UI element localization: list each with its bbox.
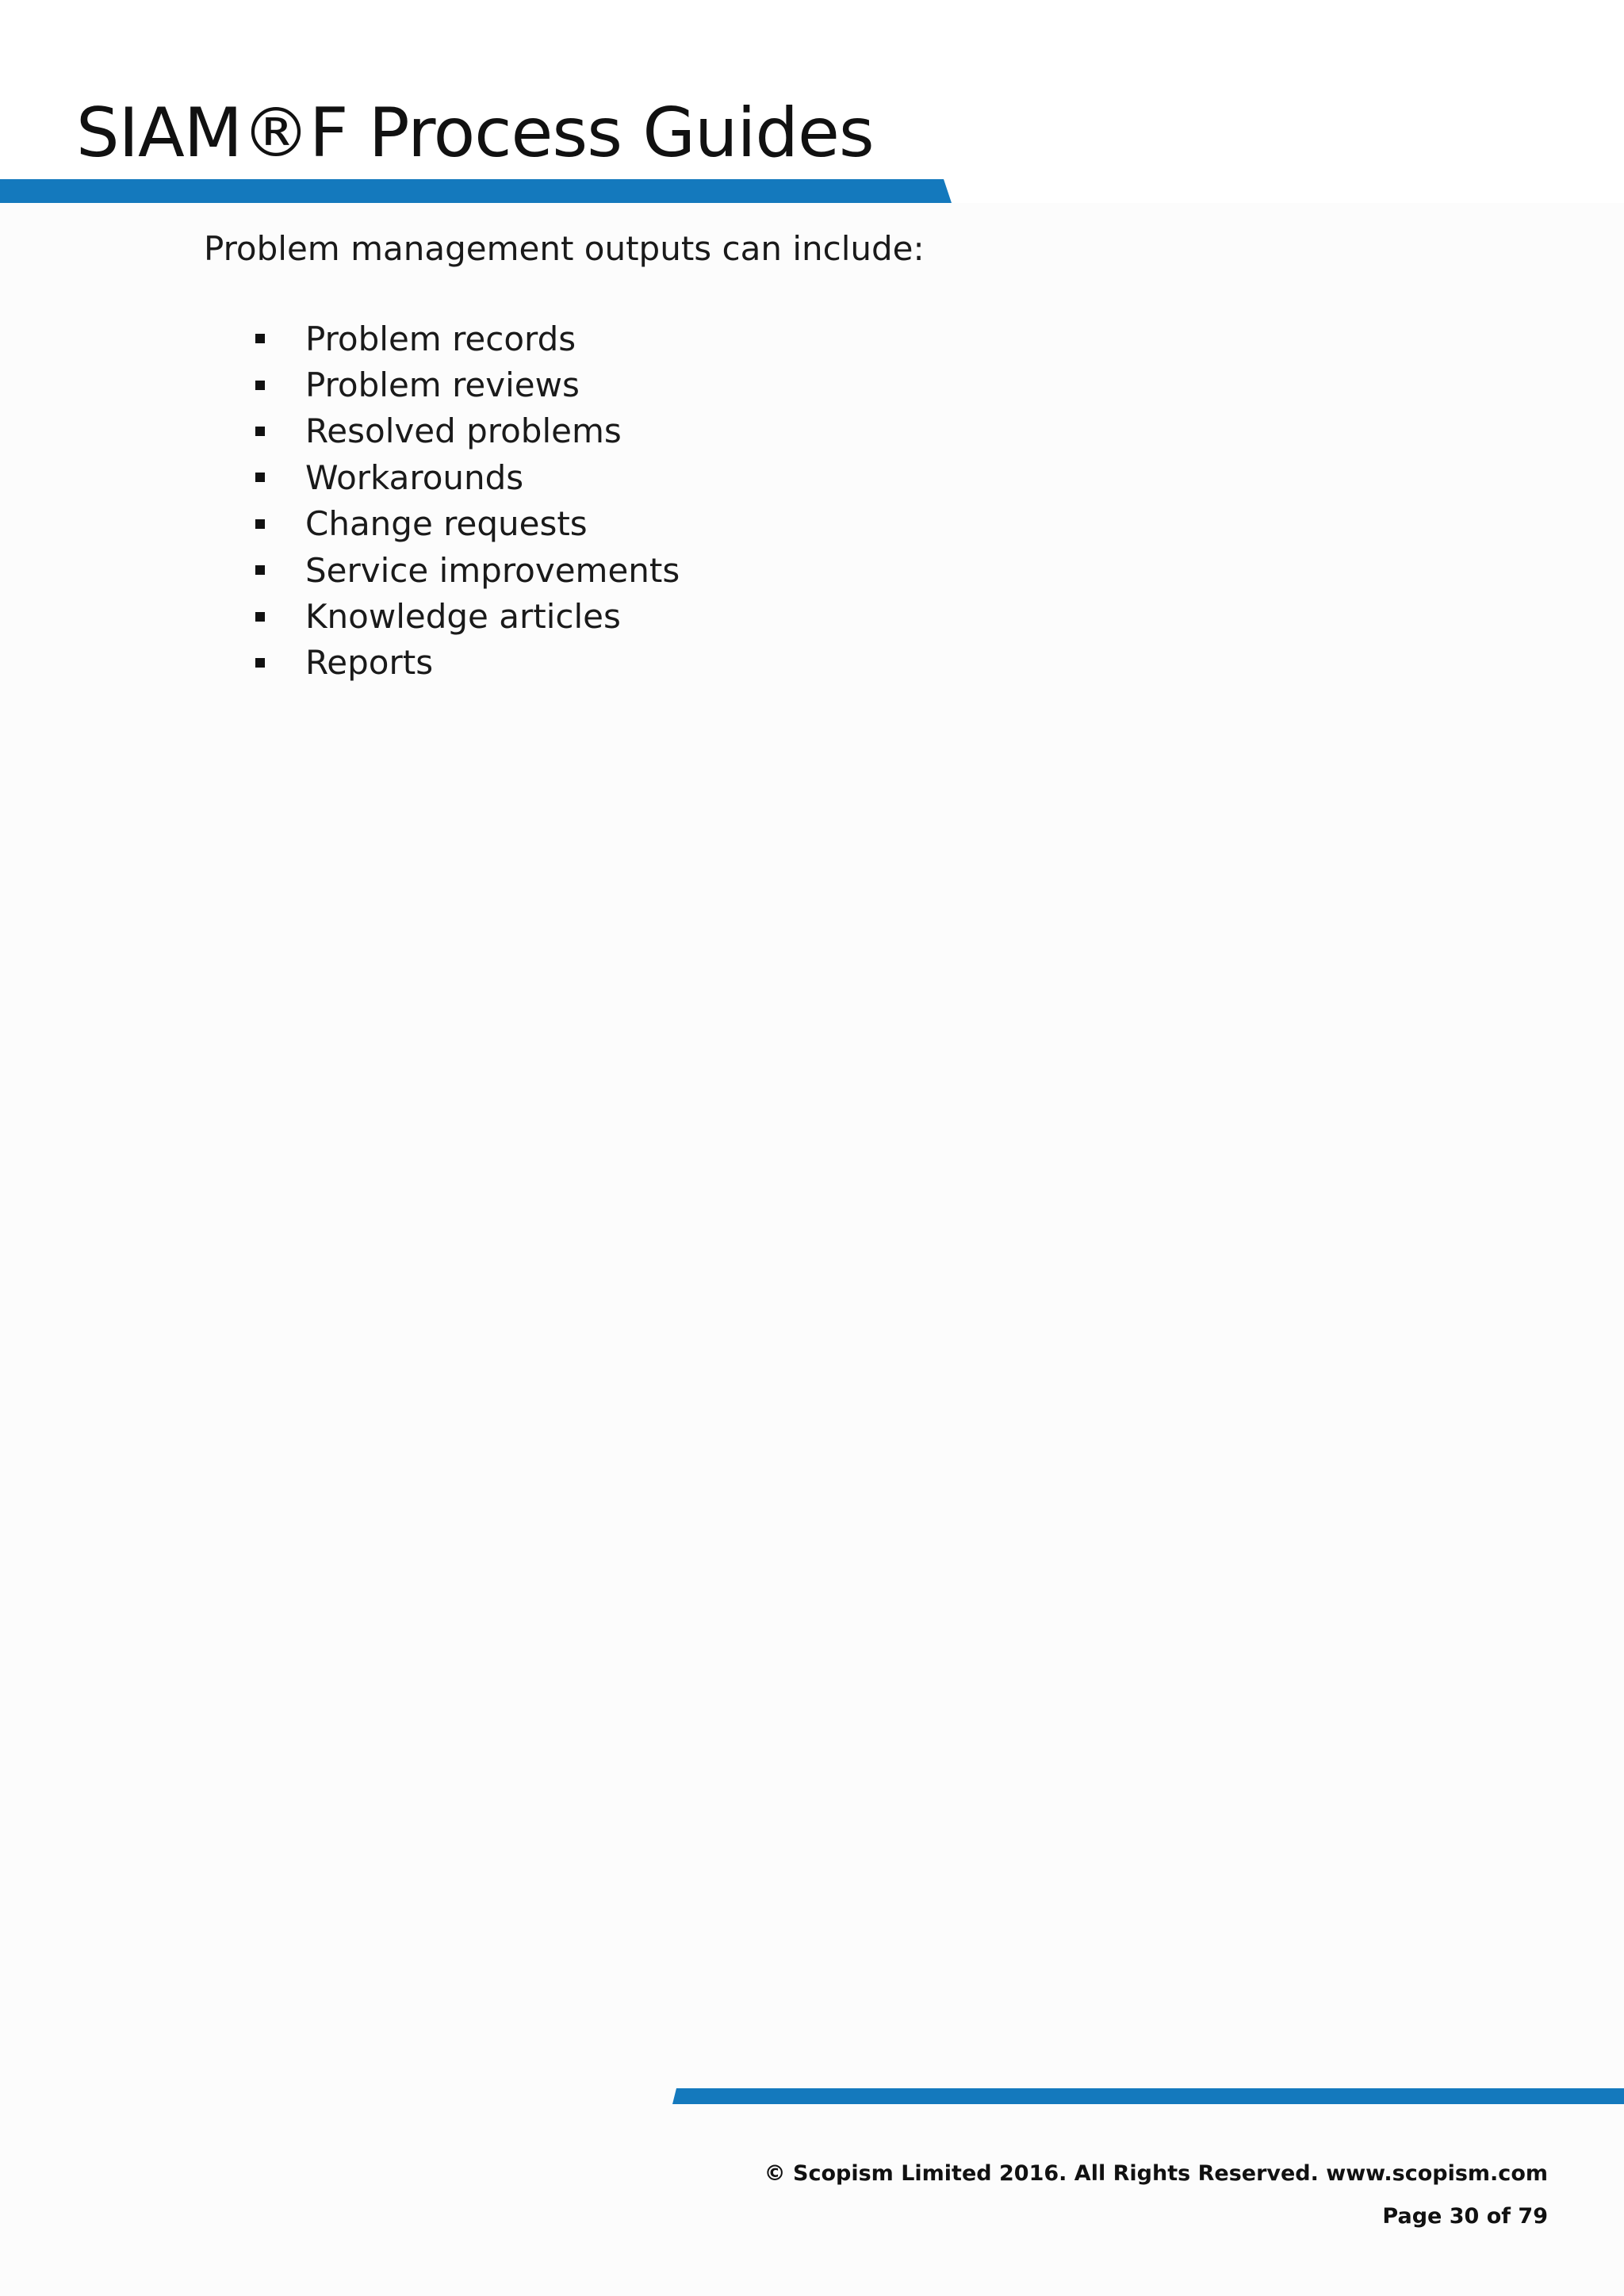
list-item-label: Reports <box>305 643 434 683</box>
list-item-label: Knowledge articles <box>305 597 621 637</box>
list-item-label: Change requests <box>305 504 588 544</box>
square-bullet-icon <box>255 334 265 343</box>
outputs-list <box>255 316 680 686</box>
list-item-label: Service improvements <box>305 550 680 590</box>
list-item <box>255 316 680 362</box>
list-item-label: Problem reviews <box>305 365 580 405</box>
list-item <box>255 593 680 639</box>
header-accent-bar <box>0 179 952 203</box>
square-bullet-icon <box>255 473 265 482</box>
list-item <box>255 547 680 593</box>
list-item <box>255 362 680 408</box>
footer-accent-bar <box>672 2088 1624 2104</box>
list-item <box>255 501 680 547</box>
list-item-label: Problem records <box>305 319 576 358</box>
square-bullet-icon <box>255 658 265 668</box>
list-item <box>255 640 680 686</box>
list-item-label: Workarounds <box>305 457 524 497</box>
page-number: Page 30 of 79 <box>1382 2204 1548 2229</box>
square-bullet-icon <box>255 381 265 390</box>
square-bullet-icon <box>255 565 265 575</box>
list-item-label: Resolved problems <box>305 411 622 451</box>
list-item <box>255 454 680 500</box>
document-title: SIAM®F Process Guides <box>76 94 874 173</box>
list-item <box>255 408 680 454</box>
square-bullet-icon <box>255 612 265 622</box>
square-bullet-icon <box>255 427 265 436</box>
square-bullet-icon <box>255 519 265 529</box>
copyright-notice: © Scopism Limited 2016. All Rights Reserved. www.scopism.com <box>764 2161 1548 2186</box>
intro-paragraph: Problem management outputs can include: <box>204 229 925 268</box>
